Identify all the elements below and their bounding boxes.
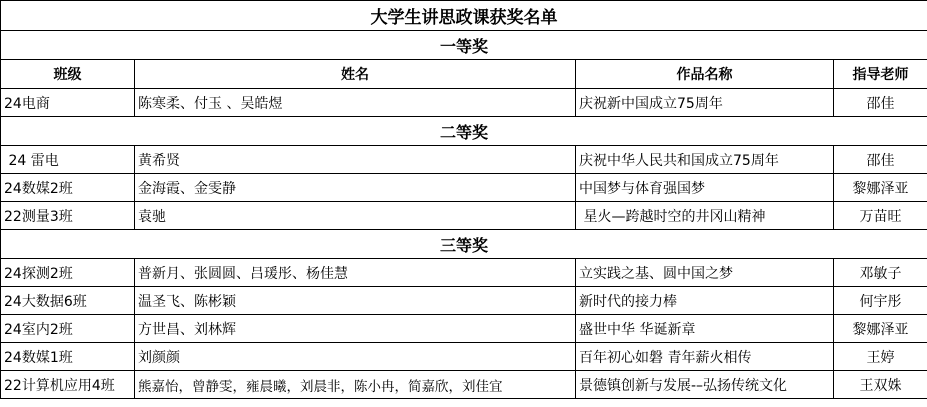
class-cell[interactable]: 24数媒1班 (1, 343, 135, 371)
work-cell[interactable]: 庆祝中华人民共和国成立75周年 (576, 146, 834, 174)
class-cell[interactable]: 24电商 (1, 89, 135, 117)
class-cell[interactable]: 24大数据6班 (1, 287, 135, 315)
class-cell[interactable]: 24探测2班 (1, 259, 135, 287)
sheet-title[interactable]: 大学生讲思政课获奖名单 (1, 1, 927, 31)
work-cell[interactable]: 新时代的接力棒 (576, 287, 834, 315)
teacher-cell[interactable]: 何宇彤 (834, 287, 927, 315)
header-row (1, 60, 927, 89)
section-label-first-prize[interactable]: 一等奖 (1, 31, 927, 60)
table-row (1, 89, 927, 117)
table-row (1, 174, 927, 202)
table-row (1, 259, 927, 287)
section-label-second-prize[interactable]: 二等奖 (1, 117, 927, 146)
names-cell[interactable]: 刘颜颜 (135, 343, 576, 371)
teacher-cell[interactable]: 黎娜泽亚 (834, 315, 927, 343)
class-cell[interactable]: 24室内2班 (1, 315, 135, 343)
table-row (1, 202, 927, 230)
work-cell[interactable]: 中国梦与体育强国梦 (576, 174, 834, 202)
names-cell[interactable]: 黄希贤 (135, 146, 576, 174)
names-cell[interactable]: 熊嘉怡，曾静雯，雍晨曦，刘晨非，陈小冉，简嘉欣，刘佳宜 (135, 371, 576, 399)
section-row (1, 230, 927, 259)
header-teacher[interactable]: 指导老师 (834, 60, 927, 89)
names-cell[interactable]: 袁驰 (135, 202, 576, 230)
names-cell[interactable]: 金海霞、金雯静 (135, 174, 576, 202)
work-cell[interactable]: 盛世中华 华诞新章 (576, 315, 834, 343)
class-cell[interactable]: 24数媒2班 (1, 174, 135, 202)
work-cell[interactable]: 庆祝新中国成立75周年 (576, 89, 834, 117)
names-cell[interactable]: 陈寒柔、付玉 、吴皓煜 (135, 89, 576, 117)
table-row (1, 287, 927, 315)
header-names[interactable]: 姓名 (135, 60, 576, 89)
table-row (1, 146, 927, 174)
teacher-cell[interactable]: 邵佳 (834, 89, 927, 117)
section-row (1, 31, 927, 60)
table-row (1, 371, 927, 399)
section-label-third-prize[interactable]: 三等奖 (1, 230, 927, 259)
teacher-cell[interactable]: 万苗旺 (834, 202, 927, 230)
names-cell[interactable]: 普新月、张圆圆、吕瑗彤、杨佳慧 (135, 259, 576, 287)
work-cell[interactable]: 立实践之基、圆中国之梦 (576, 259, 834, 287)
class-cell[interactable]: 22测量3班 (1, 202, 135, 230)
table-row (1, 343, 927, 371)
work-cell[interactable]: 景德镇创新与发展-–弘扬传统文化 (576, 371, 834, 399)
table-row (1, 315, 927, 343)
section-row (1, 117, 927, 146)
teacher-cell[interactable]: 王双姝 (834, 371, 927, 399)
names-cell[interactable]: 方世昌、刘林辉 (135, 315, 576, 343)
teacher-cell[interactable]: 邵佳 (834, 146, 927, 174)
header-class[interactable]: 班级 (1, 60, 135, 89)
header-work[interactable]: 作品名称 (576, 60, 834, 89)
teacher-cell[interactable]: 黎娜泽亚 (834, 174, 927, 202)
teacher-cell[interactable]: 王婷 (834, 343, 927, 371)
class-cell[interactable]: 24 雷电 (1, 146, 135, 174)
work-cell[interactable]: 星火—跨越时空的井冈山精神 (576, 202, 834, 230)
class-cell[interactable]: 22计算机应用4班 (1, 371, 135, 399)
work-cell[interactable]: 百年初心如磐 青年薪火相传 (576, 343, 834, 371)
teacher-cell[interactable]: 邓敏子 (834, 259, 927, 287)
title-row (1, 1, 927, 31)
names-cell[interactable]: 温圣飞、陈彬颖 (135, 287, 576, 315)
